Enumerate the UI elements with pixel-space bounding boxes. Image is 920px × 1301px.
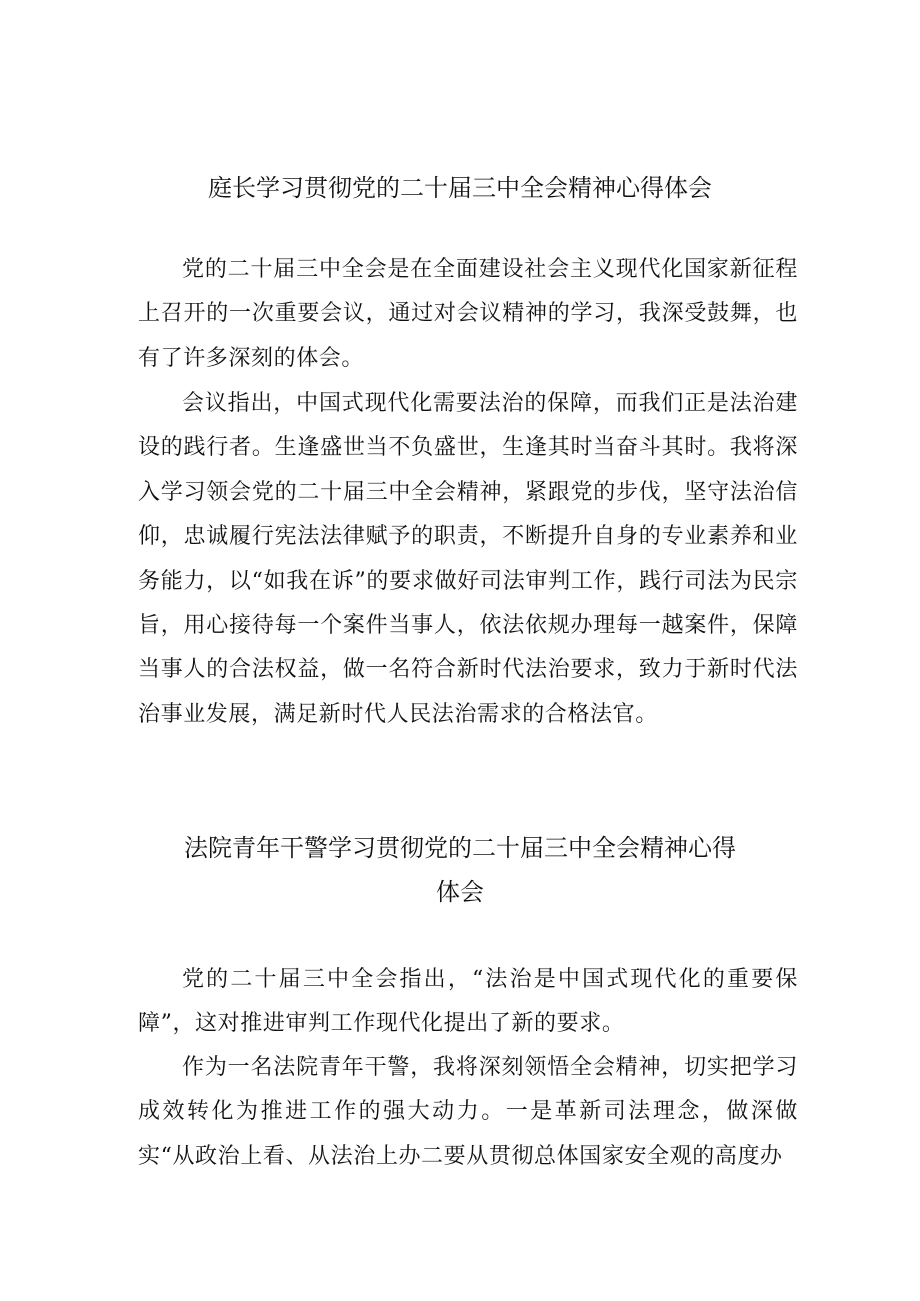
section1-paragraph-2: 会议指出，中国式现代化需要法治的保障，而我们正是法治建设的践行者。生逢盛世当不负盛世，生逢其时当奋斗其时。我将深入学习领会党的二十届三中全会精神，紧跟党的步伐，坚守法治信仰，忠诚履行宪法法律赋予的职责，不断提升自身的专业素养和业务能力，以“如我在诉”的要求做好司法审判工作，践行司法为民宗旨，用心接待每一个案件当事人，依法依规办理每一越案件，保障当事人的合法权益，做一名符合新时代法治要求，致力于新时代法治事业发展，满足新时代人民法治需求的合格法官。 (138, 391, 798, 727)
section2-paragraph-2: 作为一名法院青年干警，我将深刻领悟全会精神，切实把学习成效转化为推进工作的强大动力。一是革新司法理念，做深做实“从政治上看、从法治上办二要从贯彻总体国家安全观的高度办 (138, 1055, 798, 1169)
section2-title-line2: 体会 (436, 878, 484, 906)
section1-paragraph-1: 党的二十届三中全会是在全面建设社会主义现代化国家新征程上召开的一次重要会议，通过对会议精神的学习，我深受鼓舞，也有了许多深刻的体会。 (138, 257, 798, 371)
section2-title-line1: 法院青年干警学习贯彻党的二十届三中全会精神心得 (184, 834, 736, 862)
section2-paragraph-1: 党的二十届三中全会指出，“法治是中国式现代化的重要保障”，这对推进审判工作现代化提出了新的要求。 (138, 967, 798, 1037)
section2-title (120, 826, 800, 914)
section1-title: 庭长学习贯彻党的二十届三中全会精神心得体会 (208, 174, 712, 202)
